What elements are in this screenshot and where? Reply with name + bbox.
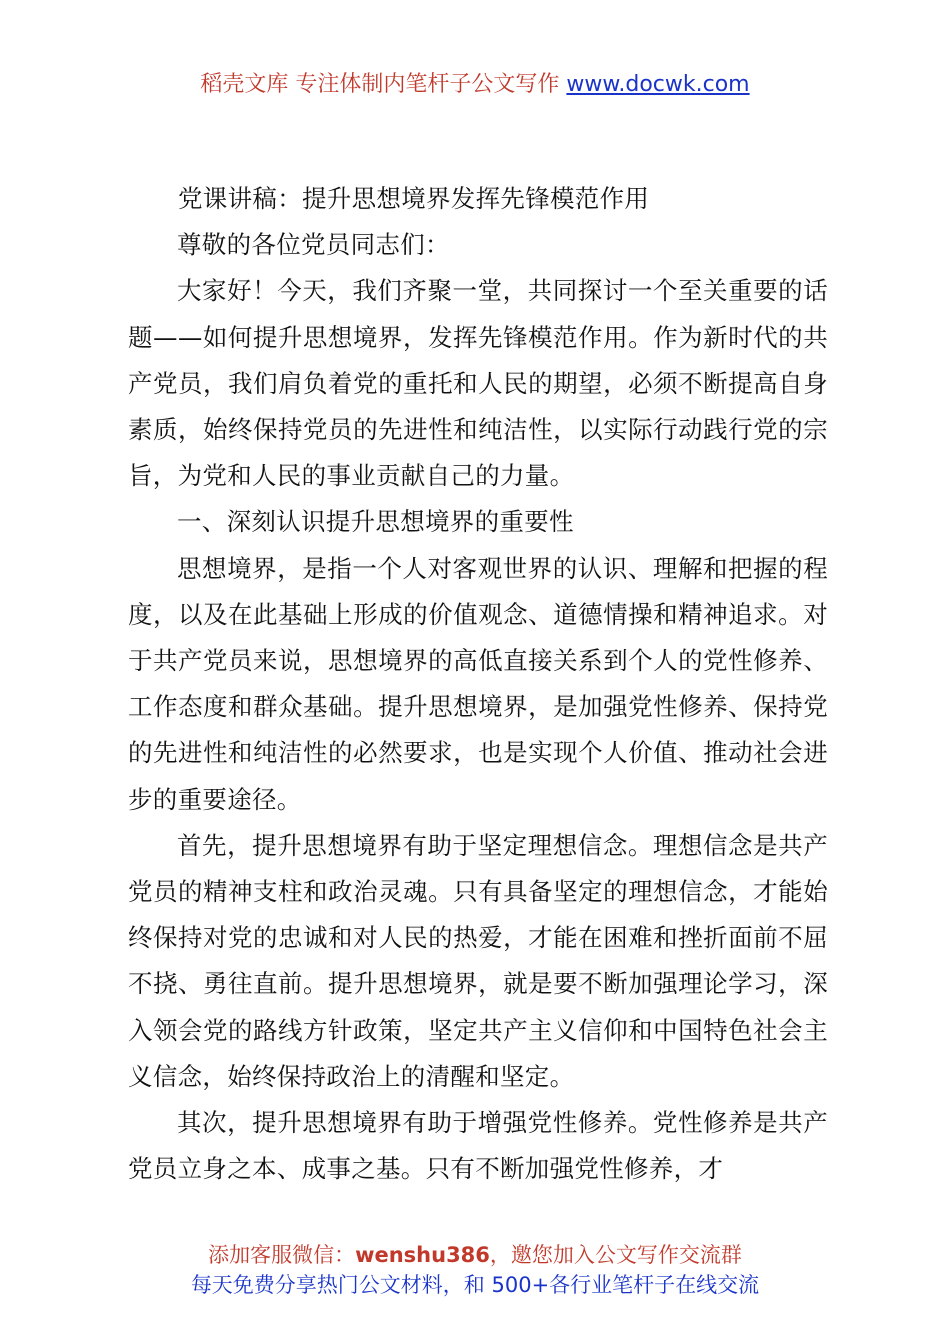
document-title: 党课讲稿：提升思想境界发挥先锋模范作用 (178, 184, 650, 213)
footer-prefix: 添加客服微信： (208, 1243, 356, 1267)
paragraph: 大家好！今天，我们齐聚一堂，共同探讨一个至关重要的话题——如何提升思想境界，发挥先锋模范作用。作为新时代的共产党员，我们肩负着党的重托和人民的期望，必须不断提高自身素质，始终保持党员的先进性和纯洁性，以实际行动践行党的宗旨，为党和人民的事业贡献自己的力量。 (128, 276, 828, 491)
document-body (128, 176, 828, 1192)
salutation: 尊敬的各位党员同志们： (177, 230, 450, 260)
footer-line-2: 每天免费分享热门公文材料，和 500+各行业笔杆子在线交流 (190, 1273, 760, 1297)
header-brand: 稻壳文库 专注体制内笔杆子公文写作 (200, 72, 567, 97)
footer-suffix: ，邀您加入公文写作交流群 (489, 1243, 742, 1267)
paragraph: 思想境界，是指一个人对客观世界的认识、理解和把握的程度，以及在此基础上形成的价值观念、道德情操和精神追求。对于共产党员来说，思想境界的高低直接关系到个人的党性修养、工作态度和群众基础。提升思想境界，是加强党性修养、保持党的先进性和纯洁性的必然要求，也是实现个人价值、推动社会进步的重要途径。 (128, 553, 828, 814)
paragraph: 首先，提升思想境界有助于坚定理想信念。理想信念是共产党员的精神支柱和政治灵魂。只有具备坚定的理想信念，才能始终保持对党的忠诚和对人民的热爱，才能在困难和挫折面前不屈不挠、勇往直前。提升思想境界，就是要不断加强理论学习，深入领会党的路线方针政策，坚定共产主义信仰和中国特色社会主义信念，始终保持政治上的清醒和坚定。 (128, 830, 828, 1091)
wechat-id: wenshu386 (355, 1243, 490, 1267)
page-header (0, 70, 950, 100)
footer-line-1 (0, 1240, 950, 1270)
header-url-link[interactable]: www.docwk.com (566, 72, 750, 97)
paragraph: 其次，提升思想境界有助于增强党性修养。党性修养是共产党员立身之本、成事之基。只有不断加强党性修养，才 (128, 1108, 828, 1184)
page-footer (0, 1240, 950, 1300)
section-heading: 一、深刻认识提升思想境界的重要性 (177, 507, 574, 537)
